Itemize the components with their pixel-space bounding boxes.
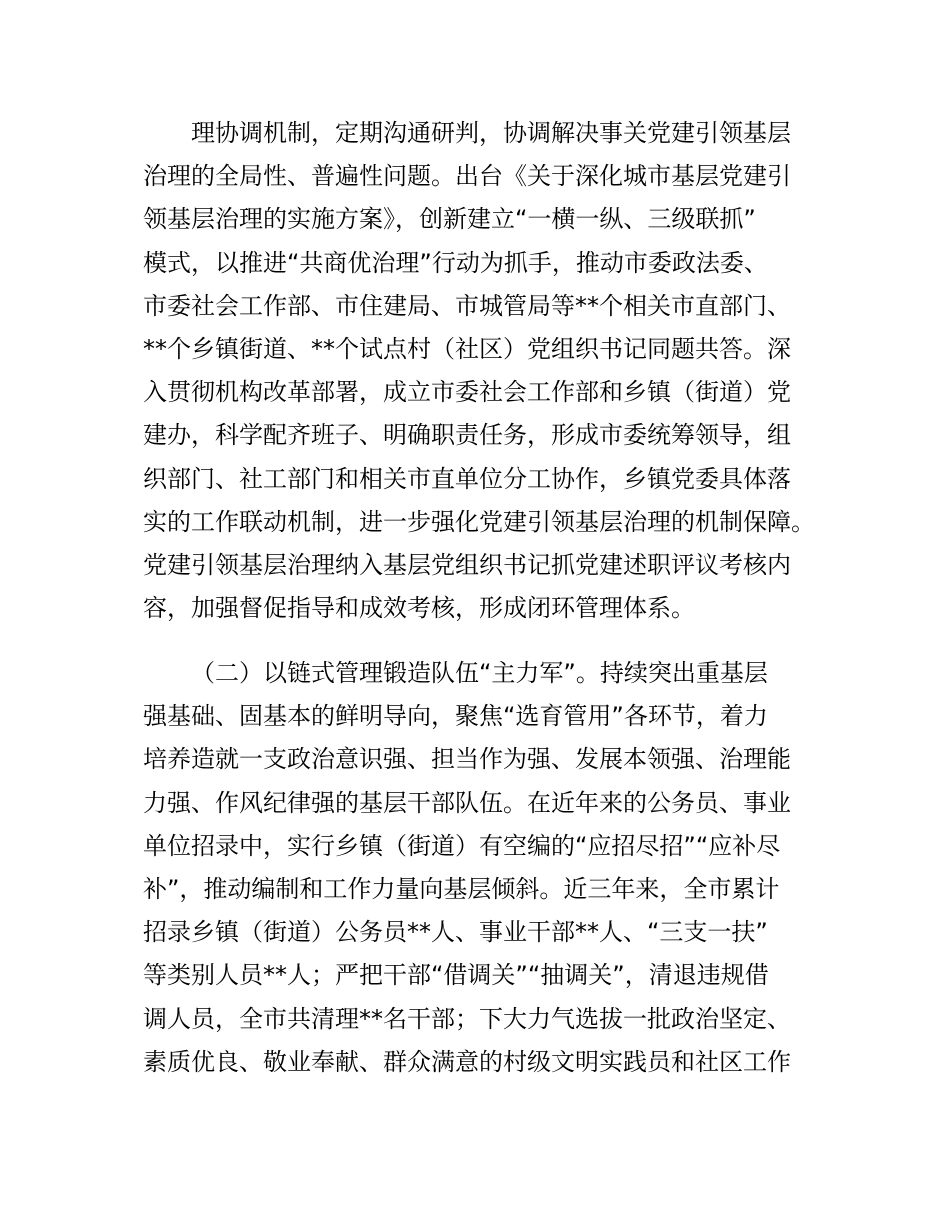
paragraph-line: **个乡镇街道、**个试点村（社区）党组织书记同题共答。深 xyxy=(143,334,791,363)
paragraph-line: 建办，科学配齐班子、明确职责任务，形成市委统筹领导，组 xyxy=(143,421,791,450)
paragraph-line: 模式，以推进“共商优治理”行动为抓手，推动市委政法委、 xyxy=(143,248,768,277)
paragraph-line: 招录乡镇（街道）公务员**人、事业干部**人、“三支一扶” xyxy=(143,918,768,947)
paragraph-line: 补”，推动编制和工作力量向基层倾斜。近三年来，全市累计 xyxy=(143,874,780,903)
paragraph-line: 实的工作联动机制，进一步强化党建引领基层治理的机制保障。 xyxy=(143,507,815,536)
paragraph-line: 素质优良、敬业奉献、群众满意的村级文明实践员和社区工作 xyxy=(143,1047,791,1076)
paragraph-1 xyxy=(143,112,823,630)
paragraph-line: 调人员，全市共清理**名干部；下大力气选拔一批政治坚定、 xyxy=(143,1004,791,1033)
paragraph-line: 单位招录中，实行乡镇（街道）有空编的“应招尽招”“应补尽 xyxy=(143,831,781,860)
paragraph-line: 入贯彻机构改革部署，成立市委社会工作部和乡镇（街道）党 xyxy=(143,378,791,407)
paragraph-line: 治理的全局性、普遍性问题。出台《关于深化城市基层党建引 xyxy=(143,162,791,191)
paragraph-line: 力强、作风纪律强的基层干部队伍。在近年来的公务员、事业 xyxy=(143,788,791,817)
paragraph-line: 容，加强督促指导和成效考核，形成闭环管理体系。 xyxy=(143,594,695,623)
paragraph-line: 培养造就一支政治意识强、担当作为强、发展本领强、治理能 xyxy=(143,745,791,774)
paragraph-line: （二）以链式管理锻造队伍“主力军”。持续突出重基层 xyxy=(191,659,768,687)
paragraph-line: 等类别人员**人；严把干部“借调关”“抽调关”，清退违规借 xyxy=(143,961,769,990)
paragraph-line: 领基层治理的实施方案》，创新建立“一横一纵、三级联抓” xyxy=(143,205,756,234)
paragraph-line: 市委社会工作部、市住建局、市城管局等**个相关市直部门、 xyxy=(143,291,791,320)
paragraph-line: 织部门、社工部门和相关市直单位分工协作，乡镇党委具体落 xyxy=(143,464,791,493)
paragraph-line: 强基础、固基本的鲜明导向，聚焦“选育管用”各环节，着力 xyxy=(143,702,768,731)
paragraph-line: 党建引领基层治理纳入基层党组织书记抓党建述职评议考核内 xyxy=(143,550,791,579)
paragraph-2 xyxy=(143,652,823,1084)
paragraph-line: 理协调机制，定期沟通研判，协调解决事关党建引领基层 xyxy=(191,119,791,147)
